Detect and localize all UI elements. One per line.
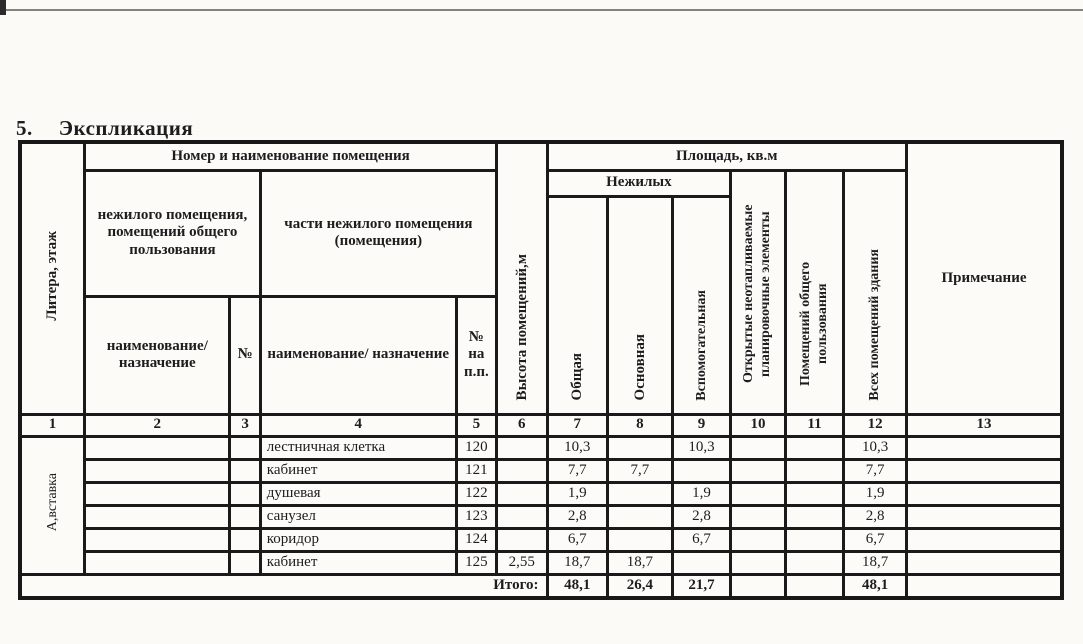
cell-room-name: санузел: [260, 505, 456, 528]
colnum-2: 2: [85, 414, 230, 436]
cell-open-elements: [731, 528, 786, 551]
cell-room-name: кабинет: [260, 551, 456, 574]
totals-common-use: [785, 574, 844, 598]
cell-all-building: 10,3: [844, 436, 907, 459]
table-row: [20, 482, 1062, 505]
header-litera: Литера, этаж: [20, 142, 85, 414]
header-common-use: Помещений общего пользования: [785, 170, 844, 414]
cell-note: [906, 528, 1062, 551]
cell-num-left: [230, 551, 260, 574]
header-note: Примечание: [906, 142, 1062, 414]
cell-note: [906, 551, 1062, 574]
cell-all-building: 7,7: [844, 459, 907, 482]
section-number: 5.: [16, 116, 33, 140]
table-row: [20, 436, 1062, 459]
cell-main-area: [608, 482, 673, 505]
colnum-9: 9: [672, 414, 731, 436]
cell-room-name: душевая: [260, 482, 456, 505]
colnum-8: 8: [608, 414, 673, 436]
cell-main-area: [608, 505, 673, 528]
cell-room-name: лестничная клетка: [260, 436, 456, 459]
section-title: Экспликация: [58, 116, 194, 140]
cell-note: [906, 482, 1062, 505]
cell-aux-area: [672, 459, 731, 482]
cell-open-elements: [731, 482, 786, 505]
cell-note: [906, 459, 1062, 482]
cell-all-building: 1,9: [844, 482, 907, 505]
cell-open-elements: [731, 505, 786, 528]
header-part-premises-group: части нежилого помещения (помещения): [260, 170, 496, 296]
cell-room-num: 120: [456, 436, 496, 459]
header-name-purpose-left: наименование/ назначение: [85, 296, 230, 414]
cell-open-elements: [731, 436, 786, 459]
cell-open-elements: [731, 459, 786, 482]
cell-name-purpose-left: [85, 436, 230, 459]
cell-total-area: 7,7: [547, 459, 608, 482]
cell-common-use: [785, 459, 844, 482]
cell-all-building: 2,8: [844, 505, 907, 528]
colnum-13: 13: [906, 414, 1062, 436]
colnum-3: 3: [230, 414, 260, 436]
cell-aux-area: 2,8: [672, 505, 731, 528]
cell-main-area: 18,7: [608, 551, 673, 574]
totals-note: [906, 574, 1062, 598]
explication-table: [18, 140, 1064, 600]
colnum-4: 4: [260, 414, 456, 436]
cell-name-purpose-left: [85, 551, 230, 574]
header-total-area: Общая: [547, 196, 608, 414]
cell-total-area: 18,7: [547, 551, 608, 574]
cell-room-num: 121: [456, 459, 496, 482]
table-row: [20, 505, 1062, 528]
litera-value-cell: А,вставка: [20, 436, 85, 574]
header-nonresidential-premises-group: нежилого помещения, помещений общего пользования: [85, 170, 261, 296]
cell-total-area: 10,3: [547, 436, 608, 459]
table-row: [20, 551, 1062, 574]
scan-corner-mark: [0, 0, 6, 15]
header-main-area: Основная: [608, 196, 673, 414]
column-numbers-row: [20, 414, 1062, 436]
cell-name-purpose-left: [85, 528, 230, 551]
totals-open-elements: [731, 574, 786, 598]
cell-room-num: 123: [456, 505, 496, 528]
cell-aux-area: [672, 551, 731, 574]
cell-main-area: 7,7: [608, 459, 673, 482]
explication-table-wrapper: [18, 140, 1064, 600]
cell-open-elements: [731, 551, 786, 574]
colnum-10: 10: [731, 414, 786, 436]
cell-common-use: [785, 505, 844, 528]
colnum-11: 11: [785, 414, 844, 436]
cell-name-purpose-left: [85, 459, 230, 482]
cell-main-area: [608, 436, 673, 459]
table-row: [20, 528, 1062, 551]
totals-all-building: 48,1: [844, 574, 907, 598]
cell-height: [497, 459, 547, 482]
cell-room-name: коридор: [260, 528, 456, 551]
cell-aux-area: 6,7: [672, 528, 731, 551]
cell-height: [497, 436, 547, 459]
cell-note: [906, 436, 1062, 459]
cell-height: [497, 482, 547, 505]
header-all-building: Всех помещений здания: [844, 170, 907, 414]
cell-name-purpose-left: [85, 482, 230, 505]
cell-total-area: 6,7: [547, 528, 608, 551]
cell-total-area: 2,8: [547, 505, 608, 528]
cell-common-use: [785, 482, 844, 505]
cell-room-num: 122: [456, 482, 496, 505]
cell-num-left: [230, 436, 260, 459]
header-name-purpose-right: наименование/ назначение: [260, 296, 456, 414]
cell-all-building: 6,7: [844, 528, 907, 551]
cell-room-name: кабинет: [260, 459, 456, 482]
cell-name-purpose-left: [85, 505, 230, 528]
cell-aux-area: 10,3: [672, 436, 731, 459]
totals-aux-area: 21,7: [672, 574, 731, 598]
cell-num-left: [230, 528, 260, 551]
cell-num-left: [230, 482, 260, 505]
cell-num-left: [230, 505, 260, 528]
totals-row: [20, 574, 1062, 598]
header-number-and-name-group: Номер и наименование помещения: [85, 142, 497, 170]
cell-note: [906, 505, 1062, 528]
table-row: [20, 459, 1062, 482]
totals-total-area: 48,1: [547, 574, 608, 598]
cell-height: [497, 528, 547, 551]
colnum-6: 6: [497, 414, 547, 436]
header-aux-area: Вспомогательная: [672, 196, 731, 414]
cell-main-area: [608, 528, 673, 551]
totals-main-area: 26,4: [608, 574, 673, 598]
cell-common-use: [785, 436, 844, 459]
page-title: [16, 116, 193, 141]
colnum-12: 12: [844, 414, 907, 436]
header-nonresidential: Нежилых: [547, 170, 731, 196]
cell-room-num: 125: [456, 551, 496, 574]
totals-label: Итого:: [20, 574, 547, 598]
cell-common-use: [785, 528, 844, 551]
colnum-5: 5: [456, 414, 496, 436]
cell-total-area: 1,9: [547, 482, 608, 505]
cell-num-left: [230, 459, 260, 482]
header-num-right: № на п.п.: [456, 296, 496, 414]
cell-common-use: [785, 551, 844, 574]
cell-all-building: 18,7: [844, 551, 907, 574]
colnum-7: 7: [547, 414, 608, 436]
colnum-1: 1: [20, 414, 85, 436]
cell-room-num: 124: [456, 528, 496, 551]
header-open-elements: Открытые неотапливаемые планировочные элементы: [731, 170, 786, 414]
cell-height: [497, 505, 547, 528]
header-height: Высота помещений,м: [497, 142, 547, 414]
cell-height: 2,55: [497, 551, 547, 574]
header-num-left: №: [230, 296, 260, 414]
cell-aux-area: 1,9: [672, 482, 731, 505]
scan-top-rule: [0, 9, 1083, 11]
header-area-group: Площадь, кв.м: [547, 142, 906, 170]
